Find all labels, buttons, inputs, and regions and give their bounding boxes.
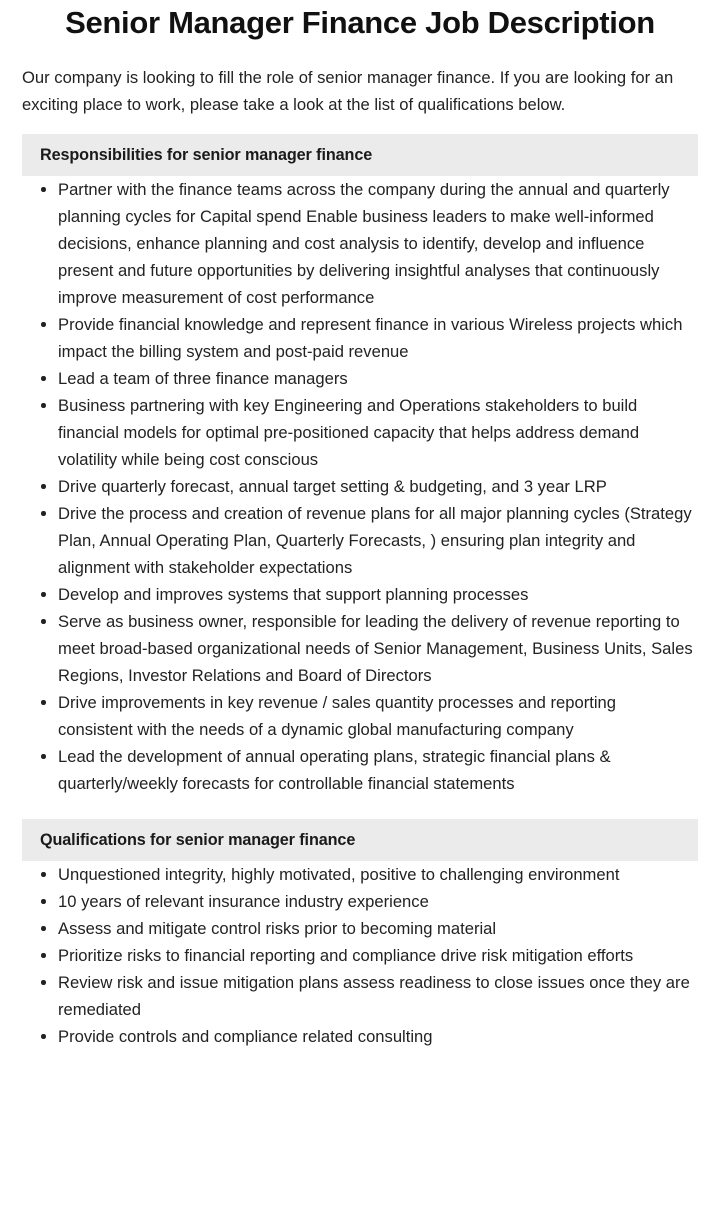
job-description-page	[0, 4, 720, 1223]
list-item: Serve as business owner, responsible for leading the delivery of revenue reporting to meet broad-based organizational needs of Senior Management, Business Units, Sales Regions, Investor Relations and Board of Directors	[0, 608, 720, 689]
list-item: Partner with the finance teams across the company during the annual and quarterly planning cycles for Capital spend Enable business leaders to make well-informed decisions, enhance planning and cost analysis to identify, develop and influence present and future opportunities by delivering insightful analyses that continuously improve measurement of cost performance	[0, 176, 720, 311]
list-item: Drive the process and creation of revenue plans for all major planning cycles (Strategy Plan, Annual Operating Plan, Quarterly Forecasts, ) ensuring plan integrity and alignment with stakeholder expectations	[0, 500, 720, 581]
list-item: Lead a team of three finance managers	[0, 365, 720, 392]
qualifications-list	[0, 861, 720, 1050]
list-item: Assess and mitigate control risks prior to becoming material	[0, 915, 720, 942]
intro-paragraph: Our company is looking to fill the role of senior manager finance. If you are looking for an exciting place to work, please take a look at the list of qualifications below.	[22, 68, 674, 114]
section-qualifications	[0, 819, 720, 1050]
section-header-qualifications	[22, 819, 698, 861]
list-item: Business partnering with key Engineering and Operations stakeholders to build financial models for optimal pre-positioned capacity that helps address demand volatility while being cost conscious	[0, 392, 720, 473]
list-item: Provide controls and compliance related consulting	[0, 1023, 720, 1050]
list-item: Unquestioned integrity, highly motivated, positive to challenging environment	[0, 861, 720, 888]
list-item: Drive improvements in key revenue / sales quantity processes and reporting consistent with the needs of a dynamic global manufacturing company	[0, 689, 720, 743]
list-item: Review risk and issue mitigation plans assess readiness to close issues once they are remediated	[0, 969, 720, 1023]
section-heading-label: Responsibilities for senior manager finance	[40, 145, 373, 164]
list-item: Develop and improves systems that support planning processes	[0, 581, 720, 608]
section-header-responsibilities	[22, 134, 698, 176]
list-item: Drive quarterly forecast, annual target setting & budgeting, and 3 year LRP	[0, 473, 720, 500]
section-responsibilities	[0, 134, 720, 797]
list-item: Provide financial knowledge and represent finance in various Wireless projects which impact the billing system and post-paid revenue	[0, 311, 720, 365]
page-title: Senior Manager Finance Job Description	[65, 5, 655, 40]
list-item: 10 years of relevant insurance industry experience	[0, 888, 720, 915]
list-item: Prioritize risks to financial reporting and compliance drive risk mitigation efforts	[0, 942, 720, 969]
list-item: Lead the development of annual operating plans, strategic financial plans & quarterly/weekly forecasts for controllable financial statements	[0, 743, 720, 797]
section-heading-label: Qualifications for senior manager finance	[40, 830, 356, 849]
responsibilities-list	[0, 176, 720, 797]
